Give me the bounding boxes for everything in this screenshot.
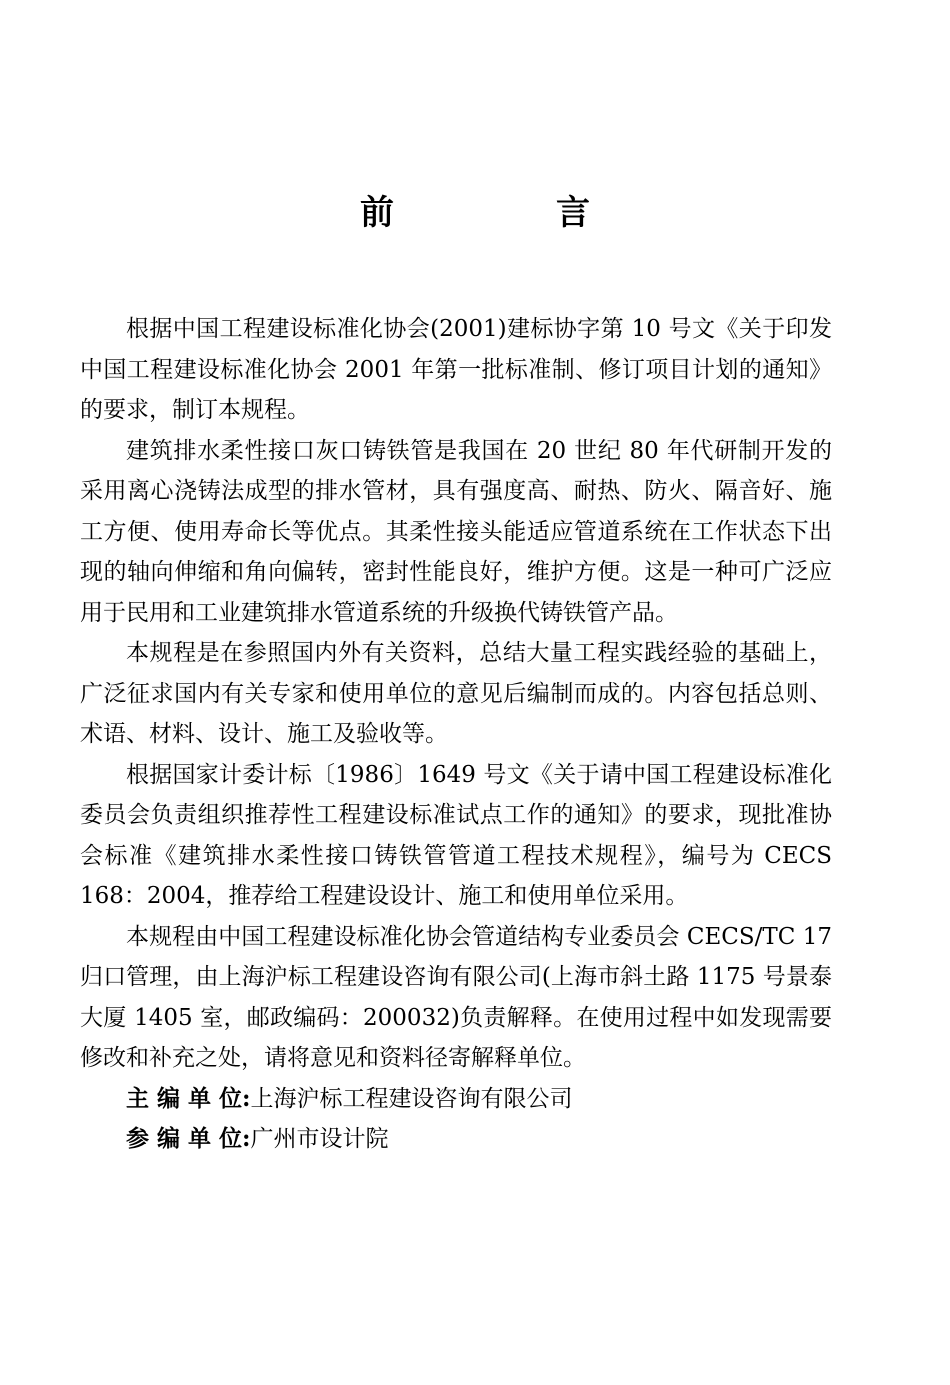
chief-editor-label: 主 编 单 位: [126, 1084, 243, 1112]
participant-editor-line: [80, 1119, 832, 1160]
chief-editor-separator: :: [242, 1084, 251, 1112]
participant-editor-label: 参 编 单 位: [126, 1125, 243, 1152]
participant-editor-value: 广州市设计院: [250, 1126, 389, 1152]
chief-editor-line: [80, 1079, 832, 1120]
preface-body: [80, 309, 832, 1160]
chief-editor-value: 上海沪标工程建设咨询有限公司: [250, 1085, 573, 1112]
paragraph-3: 本规程是在参照国内外有关资料，总结大量工程实践经验的基础上，广泛征求国内有关专家和使用单位的意见后编制而成的。内容包括总则、术语、材料、设计、施工及验收等。: [80, 640, 832, 747]
paragraph-1: 根据中国工程建设标准化协会(2001)建标协字第 10 号文《关于印发中国工程建设标准化协会 2001 年第一批标准制、修订项目计划的通知》的要求，制订本规程。: [80, 316, 832, 423]
participant-editor-separator: :: [242, 1125, 251, 1152]
page-title: 前 言: [360, 193, 654, 233]
paragraph-2: 建筑排水柔性接口灰口铸铁管是我国在 20 世纪 80 年代研制开发的采用离心浇铸法成型的排水管材，具有强度高、耐热、防火、隔音好、施工方便、使用寿命长等优点。其柔性接头能适应管道系统在工作状态下出现的轴向伸缩和角向偏转，密封性能良好，维护方便。这是一种可广泛应用于民用和工业建筑排水管道系统的升级换代铸铁管产品。: [80, 437, 832, 626]
paragraph-4: 根据国家计委计标〔1986〕1649 号文《关于请中国工程建设标准化委员会负责组织推荐性工程建设标准试点工作的通知》的要求，现批准协会标准《建筑排水柔性接口铸铁管管道工程技术规程》，编号为 CECS 168：2004，推荐给工程建设设计、施工和使用单位采用。: [80, 761, 832, 909]
paragraph-5: 本规程由中国工程建设标准化协会管道结构专业委员会 CECS/TC 17 归口管理，由上海沪标工程建设咨询有限公司(上海市斜土路 1175 号景泰大厦 1405 室，邮政编码：200032)负责解释。在使用过程中如发现需要修改和补充之处，请将意见和资料径寄解释单位。: [80, 923, 832, 1071]
